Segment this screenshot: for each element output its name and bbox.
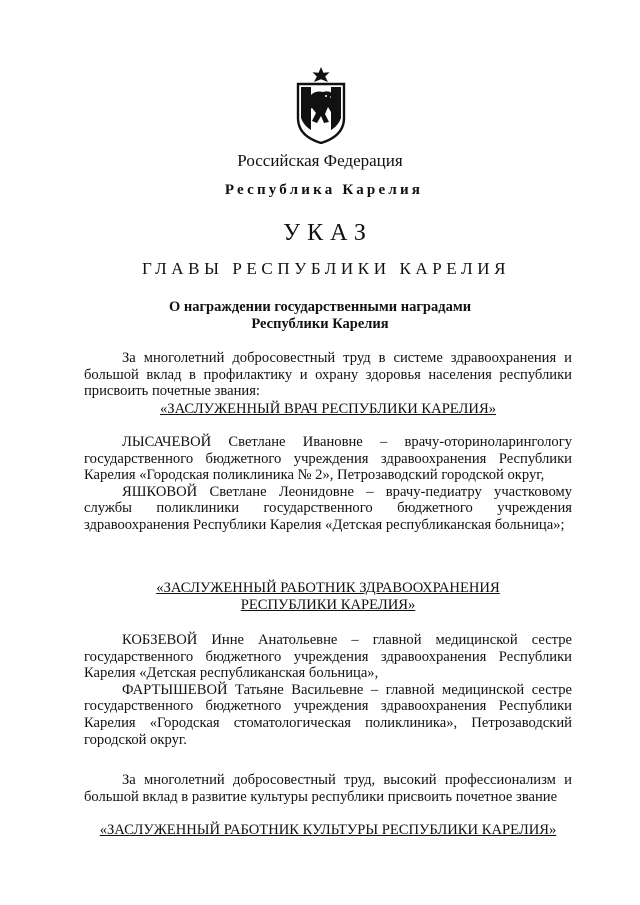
awardee-entry: КОБЗЕВОЙ Инне Анатольевне – главной медицинской сестре государственного бюджетного учреждения здравоохранения Республики Карелия «Детская республиканская больница», (84, 632, 572, 682)
award-title-line-1: «ЗАСЛУЖЕННЫЙ РАБОТНИК ЗДРАВООХРАНЕНИЯ (156, 580, 500, 596)
republic-name: Республика Карелия (224, 182, 424, 198)
section-2-persons (84, 632, 572, 748)
section-1-intro (84, 350, 572, 400)
section-3-intro (84, 772, 572, 805)
subject-line-1: О награждении государственными наградами (168, 299, 472, 315)
award-title-health-worker (84, 580, 572, 613)
subject-line-2: Республики Карелия (251, 316, 389, 332)
karelia-coat-of-arms-icon (295, 66, 347, 144)
document-type: УКАЗ (283, 220, 373, 246)
awardee-entry: ЯШКОВОЙ Светлане Леонидовне – врачу-педиатру участковому службы поликлиники государственного бюджетного учреждения здравоохранения Республики Карелия «Детская республиканская больница»; (84, 483, 572, 533)
awardee-entry: ФАРТЫШЕВОЙ Татьяне Васильевне – главной медицинской сестре государственного бюджетного учреждения здравоохранения Республики Карелия «Городская стоматологическая поликлиника», Петрозаводский городской округ. (84, 681, 572, 748)
country-name: Российская Федерация (237, 151, 403, 170)
award-title-doctor: «ЗАСЛУЖЕННЫЙ ВРАЧ РЕСПУБЛИКИ КАРЕЛИЯ» (159, 401, 497, 417)
awardee-entry: ЛЫСАЧЕВОЙ Светлане Ивановне – врачу-оториноларингологу государственного бюджетного учреждения здравоохранения Республики Карелия «Городская поликлиника № 2», Петрозаводский городской округ, (84, 434, 572, 484)
document-subject (0, 299, 640, 333)
award-title-line-2: РЕСПУБЛИКИ КАРЕЛИЯ» (240, 596, 416, 613)
intro-paragraph: За многолетний добросовестный труд, высокий профессионализм и большой вклад в развитие культуры республики присвоить почетное звание (84, 772, 572, 805)
section-1-persons (84, 434, 572, 534)
document-issuer: ГЛАВЫ РЕСПУБЛИКИ КАРЕЛИЯ (141, 259, 511, 278)
award-title-culture-worker: «ЗАСЛУЖЕННЫЙ РАБОТНИК КУЛЬТУРЫ РЕСПУБЛИКИ КАРЕЛИЯ» (99, 822, 557, 838)
intro-paragraph: За многолетний добросовестный труд в системе здравоохранения и большой вклад в профилактику и охрану здоровья населения республики присвоить почетные звания: (84, 350, 572, 400)
